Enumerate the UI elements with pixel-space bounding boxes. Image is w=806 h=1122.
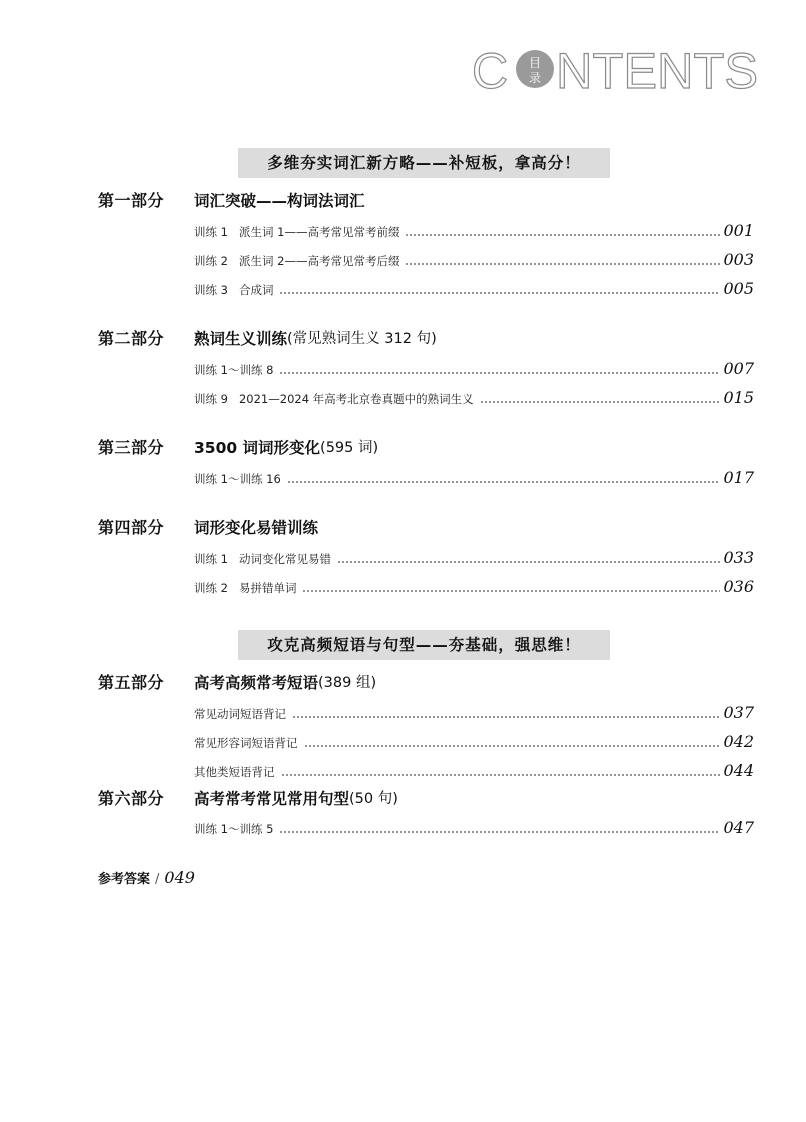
part-subtitle: (50 句) — [349, 791, 398, 807]
page-number: 005 — [723, 279, 754, 298]
entry-title: 派生词 1——高考常见常考前缀 — [238, 225, 400, 239]
part-heading — [98, 786, 398, 812]
leader-dots — [337, 561, 720, 563]
contents-header — [472, 44, 758, 94]
toc-entry[interactable] — [194, 387, 754, 407]
part-title: 熟词生义训练 — [194, 330, 288, 348]
toc-entry[interactable] — [194, 576, 754, 596]
toc-entry[interactable] — [194, 249, 754, 269]
leader-dots — [480, 401, 721, 403]
entry-title: 其他类短语背记 — [194, 765, 275, 779]
entry-title: 常见形容词短语背记 — [194, 736, 298, 750]
page-number: 001 — [723, 221, 754, 240]
toc-entry[interactable] — [194, 731, 754, 751]
part-heading — [98, 188, 365, 214]
leader-dots — [281, 774, 721, 776]
entry-number: 训练 2 — [194, 581, 228, 595]
toc-entry[interactable] — [194, 220, 754, 240]
part-subtitle: (常见熟词生义 312 句) — [287, 331, 437, 347]
toc-entry[interactable] — [194, 702, 754, 722]
leader-dots — [405, 263, 720, 265]
entry-title: 派生词 2——高考常见常考后缀 — [238, 254, 400, 268]
answer-key-entry[interactable] — [98, 868, 195, 890]
toc-entry[interactable] — [194, 760, 754, 780]
page-number: 015 — [723, 388, 754, 407]
leader-dots — [304, 745, 721, 747]
part-title: 3500 词词形变化 — [194, 439, 321, 457]
toc-entry[interactable] — [194, 547, 754, 567]
leader-dots — [279, 831, 720, 833]
page-number: 017 — [723, 468, 754, 487]
toc-entry[interactable] — [194, 358, 754, 378]
part-number: 第一部分 — [98, 191, 165, 210]
contents-letter-c: C — [472, 44, 509, 94]
page-number: 042 — [723, 732, 754, 751]
leader-dots — [405, 234, 720, 236]
part-subtitle: (595 词) — [320, 440, 379, 456]
leader-dots — [287, 481, 721, 483]
answer-key-separator: / — [155, 872, 160, 887]
leader-dots — [279, 292, 720, 294]
entry-title: 训练 1～训练 5 — [194, 822, 274, 836]
toc-entry[interactable] — [194, 817, 754, 837]
part-subtitle: (389 组) — [318, 675, 377, 691]
part-number: 第四部分 — [98, 518, 165, 537]
contents-circle-top: 目 — [528, 56, 542, 70]
entry-number: 训练 2 — [194, 254, 228, 268]
entry-title: 易拼错单词 — [238, 581, 297, 595]
page-number: 036 — [723, 577, 754, 596]
part-title: 词汇突破——构词法词汇 — [194, 192, 365, 210]
part-title: 词形变化易错训练 — [194, 519, 319, 537]
leader-dots — [279, 372, 720, 374]
entry-number: 训练 3 — [194, 283, 228, 297]
toc-entry[interactable] — [194, 278, 754, 298]
page-number: 047 — [723, 818, 754, 837]
section-banner: 攻克高频短语与句型——夯基础，强思维！ — [238, 630, 610, 660]
part-number: 第三部分 — [98, 438, 165, 457]
part-heading — [98, 435, 378, 461]
part-heading — [98, 326, 437, 352]
section-banner: 多维夯实词汇新方略——补短板，拿高分！ — [238, 148, 610, 178]
leader-dots — [292, 716, 720, 718]
part-number: 第二部分 — [98, 329, 165, 348]
page-number: 007 — [723, 359, 754, 378]
page-number: 037 — [723, 703, 754, 722]
contents-letters-rest: NTENTS — [556, 44, 758, 94]
entry-title: 训练 1～训练 16 — [194, 472, 281, 486]
entry-number: 训练 1 — [194, 225, 228, 239]
page-number: 044 — [723, 761, 754, 780]
part-heading — [98, 515, 318, 541]
part-number: 第五部分 — [98, 673, 165, 692]
entry-title: 训练 1～训练 8 — [194, 363, 274, 377]
entry-title: 动词变化常见易错 — [238, 552, 331, 566]
contents-circle-bottom: 录 — [528, 71, 542, 85]
part-title: 高考高频常考短语 — [194, 674, 319, 692]
answer-key-page: 049 — [164, 868, 195, 887]
part-heading — [98, 670, 376, 696]
leader-dots — [302, 590, 720, 592]
toc-entry[interactable] — [194, 467, 754, 487]
entry-title: 合成词 — [238, 283, 274, 297]
entry-title: 常见动词短语背记 — [194, 707, 286, 721]
part-number: 第六部分 — [98, 789, 165, 808]
page-number: 003 — [723, 250, 754, 269]
page-number: 033 — [723, 548, 754, 567]
entry-number: 训练 1 — [194, 552, 228, 566]
part-title: 高考常考常见常用句型 — [194, 790, 350, 808]
entry-number: 训练 9 — [194, 392, 228, 406]
answer-key-label: 参考答案 — [98, 872, 151, 887]
entry-title: 2021—2024 年高考北京卷真题中的熟词生义 — [238, 392, 474, 406]
